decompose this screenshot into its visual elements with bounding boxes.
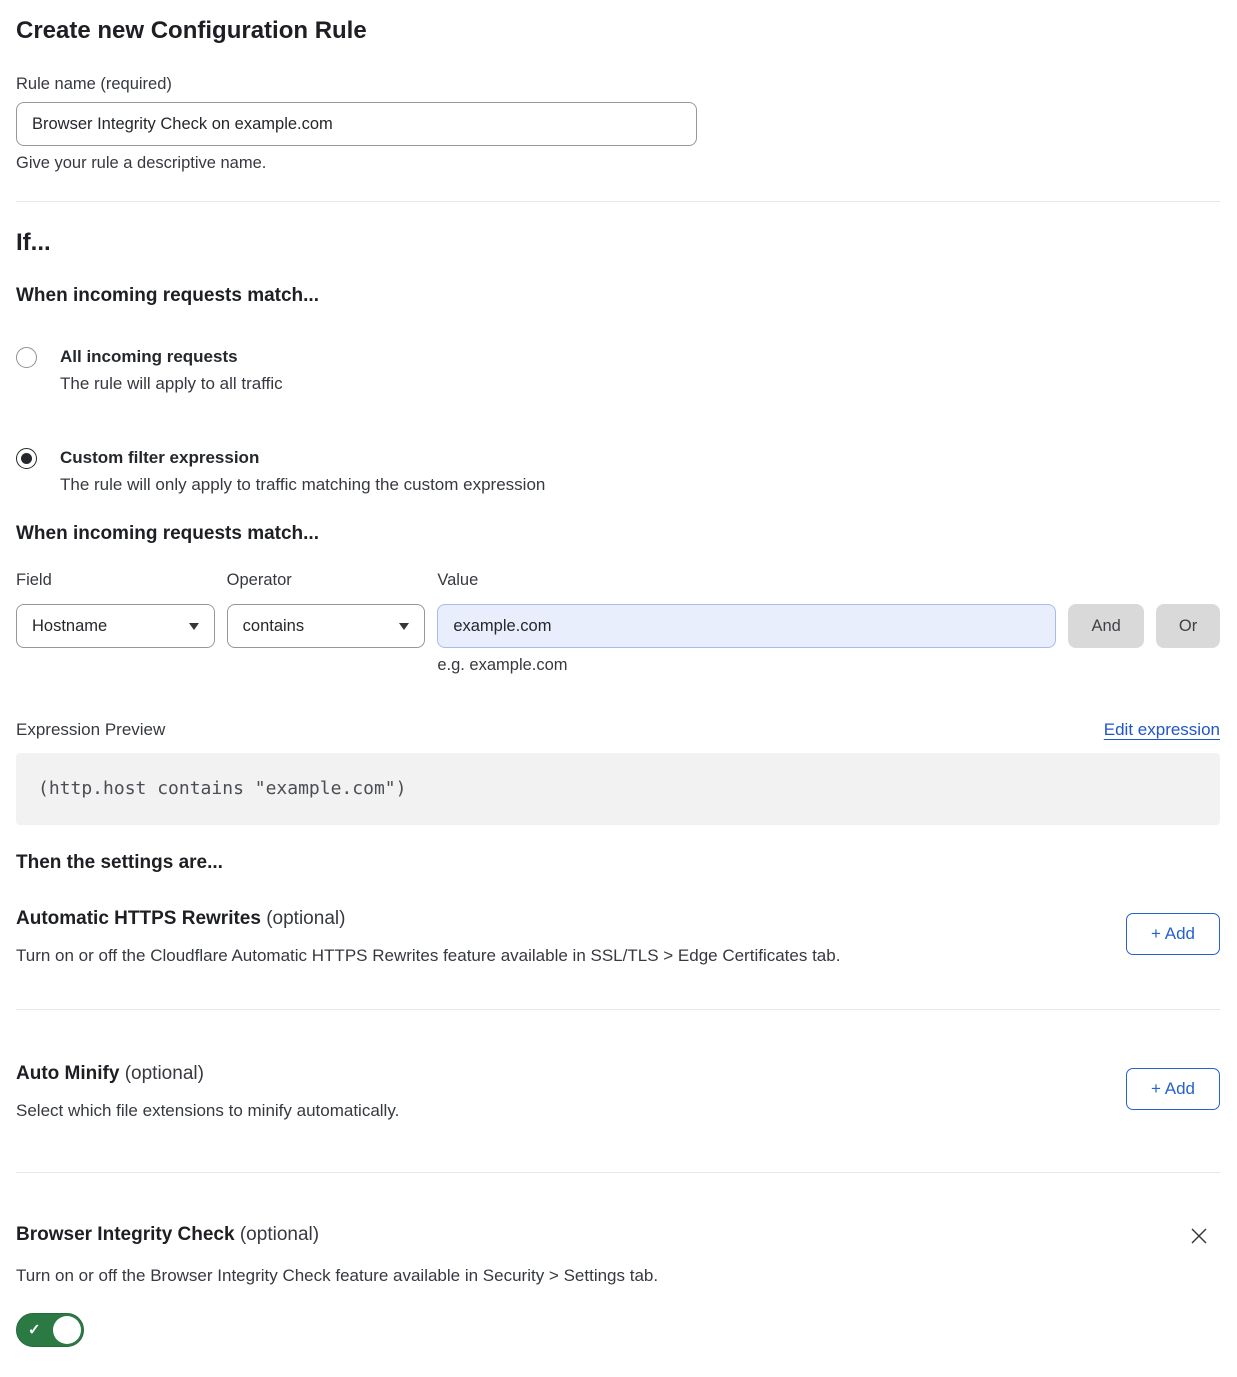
radio-option-all-incoming[interactable] xyxy=(16,346,1220,395)
add-automatic-https-rewrites-button[interactable]: + Add xyxy=(1126,913,1220,955)
toggle-knob xyxy=(53,1316,81,1344)
section-divider xyxy=(16,1009,1220,1010)
setting-optional-tag: (optional) xyxy=(124,1063,204,1084)
chevron-down-icon xyxy=(189,623,199,630)
add-auto-minify-button[interactable]: + Add xyxy=(1126,1068,1220,1110)
operator-select-value: contains xyxy=(242,616,305,635)
setting-description: Turn on or off the Browser Integrity Check feature available in Security > Settings tab. xyxy=(16,1266,659,1285)
radio-option-description: The rule will only apply to traffic matching the custom expression xyxy=(60,475,546,494)
setting-optional-tag: (optional) xyxy=(266,908,346,929)
radio-option-description: The rule will apply to all traffic xyxy=(60,374,283,393)
expression-preview-label: Expression Preview xyxy=(16,720,166,739)
radio-selected-icon[interactable] xyxy=(16,448,37,469)
match-heading-2: When incoming requests match... xyxy=(16,523,319,544)
setting-optional-tag: (optional) xyxy=(239,1224,320,1245)
field-select-value: Hostname xyxy=(32,616,108,635)
radio-icon[interactable] xyxy=(16,347,37,368)
or-button[interactable]: Or xyxy=(1156,604,1220,648)
match-heading-1: When incoming requests match... xyxy=(16,285,319,306)
setting-title: Browser Integrity Check (optional) xyxy=(16,1224,320,1245)
field-select[interactable] xyxy=(16,604,215,648)
and-button[interactable]: And xyxy=(1068,604,1144,648)
then-heading: Then the settings are... xyxy=(16,852,223,873)
close-setting-button[interactable] xyxy=(1186,1223,1212,1249)
setting-description: Select which file extensions to minify automatically. xyxy=(16,1101,400,1120)
section-divider xyxy=(16,201,1220,202)
setting-title: Auto Minify (optional) xyxy=(16,1063,204,1084)
expression-preview-code: (http.host contains "example.com") xyxy=(16,753,1220,825)
filter-builder-row xyxy=(16,570,1220,675)
radio-option-custom-filter[interactable] xyxy=(16,447,1220,496)
setting-automatic-https-rewrites xyxy=(16,907,1220,967)
page-title: Create new Configuration Rule xyxy=(16,17,367,44)
section-divider xyxy=(16,1172,1220,1173)
if-heading: If... xyxy=(16,229,51,256)
radio-option-label: Custom filter expression xyxy=(60,448,260,467)
browser-integrity-check-toggle[interactable] xyxy=(16,1313,84,1347)
check-icon: ✓ xyxy=(28,1321,41,1339)
operator-select[interactable] xyxy=(227,604,426,648)
operator-label: Operator xyxy=(226,571,292,589)
setting-title: Automatic HTTPS Rewrites (optional) xyxy=(16,908,346,929)
setting-description: Turn on or off the Cloudflare Automatic HTTPS Rewrites feature available in SSL/TLS > Edge Certificates tab. xyxy=(16,946,841,965)
rule-name-label: Rule name (required) xyxy=(16,75,172,93)
value-help: e.g. example.com xyxy=(437,656,568,674)
radio-option-label: All incoming requests xyxy=(60,347,238,366)
close-icon xyxy=(1188,1225,1210,1247)
rule-name-input[interactable] xyxy=(16,102,697,146)
edit-expression-link[interactable]: Edit expression xyxy=(1103,720,1220,739)
rule-name-help: Give your rule a descriptive name. xyxy=(16,154,267,172)
value-label: Value xyxy=(437,571,479,589)
expression-preview-header xyxy=(16,719,1220,741)
value-input[interactable] xyxy=(437,604,1056,648)
setting-auto-minify xyxy=(16,1062,1220,1122)
chevron-down-icon xyxy=(399,623,409,630)
setting-browser-integrity-check xyxy=(16,1223,1220,1347)
field-label: Field xyxy=(16,571,52,589)
